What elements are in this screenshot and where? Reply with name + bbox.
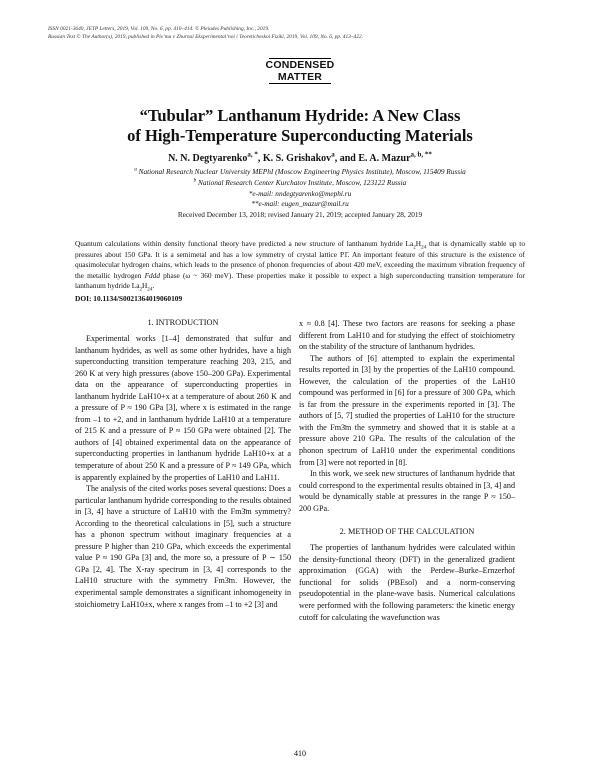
author-name: E. A. Mazur	[358, 153, 411, 164]
affiliation-text: National Research Center Kurchatov Institute, Moscow, 123122 Russia	[198, 177, 407, 187]
paragraph: Experimental works [1–4] demonstrated that sulfur and lanthanum hydrides, as well as some other hydrides, have a high superconducting transition temperature reaching 203, 215, and 260 K at very high pressures (above 150–200 GPa). Experimental data on the appearance of superconducting properties in lanthanum hydride LaH10+x at a temperature of about 260 K and a pressure of P ≈ 190 GPa [3], where x is estimated in the range from –1 to +2, and in lanthanum hydride LaH10 at a temperature of 215 K and a pressure of P ≈ 150 GPa were obtained [2]. The authors of [4] obtained experimental data on the appearance of superconducting properties in lanthanum hydride LaH10+x at a temperature of about 250 K and a pressure of P ≈ 149 GPa, which is apparently explained by the properties of LaH10 and LaH11.	[75, 334, 291, 482]
abstract-subscript: 2	[139, 286, 142, 293]
paragraph: The analysis of the cited works poses several questions: Does a particular lanthanum hydride corresponding to the results obtained in [3, 4] have a structure of LaH10 with the Fm3̄m symmetry? According to the theoretical calculations in [5], such a structure has a phonon spectrum without imaginary frequencies at a pressure P higher than 210 GPa, which exceeds the experimental value P ≈ 190 GPa [3] and, the more so, a pressure of P ∼ 150 GPa [2, 4]. The X-ray spectrum in [3, 4] corresponds to the LaH10 structure with the symmetry Fm3̄m. However, the experimental sample demonstrates a significant inhomogeneity in stoichiometry LaH10±x, where x ranges from –1 to +2 [3] and	[75, 484, 291, 609]
affiliation-a	[40, 167, 560, 178]
page-number: 410	[294, 749, 306, 758]
section-heading-method: 2. METHOD OF THE CALCULATION	[339, 527, 475, 537]
email-1: *e-mail: nndegtyarenko@mephi.ru	[248, 188, 352, 198]
received-dates: Received December 13, 2018; revised January 21, 2019; accepted January 28, 2019	[177, 210, 423, 220]
abstract-fragment: that is dynamically stable up to pressures about 150 GPa. It is a semimetal and has a low symmetry of crystal lattice P	[75, 239, 525, 259]
abstract-fragment: . An important feature of this structure is the existence of quasimolecular hydrogen chains, which leads to the presence of phonon frequencies of about 420 meV, exceeding the maximum vibration frequency of the metallic hydrogen	[75, 249, 525, 280]
title-line2: of High-Temperature Superconducting Materials	[127, 126, 473, 145]
author-conjunction: and	[339, 153, 356, 164]
abstract-italic: Fddd	[144, 270, 160, 280]
email-2: **e-mail: eugen_mazur@mail.ru	[251, 199, 349, 209]
journal-header-line1: ISSN 0021-3640, JETP Letters, 2019, Vol. 109, No. 6, pp. 410–414. © Pleiades Publishing, Inc., 2019.	[48, 26, 270, 32]
abstract	[75, 239, 525, 292]
abstract-subscript: 2	[413, 244, 416, 251]
author-list: N. N. Degtyarenko$^{a, *}$, K. S. Grishakov$^a$, and E. A. Mazur$^{a, b, **}$	[168, 150, 432, 164]
section-label	[0, 58, 600, 84]
author-marker: a, b, **	[410, 150, 432, 159]
abstract-fragment: phase (ω ~ 360 meV). These properties make it possible to expect a high superconducting transition temperature for lanthanum hydride La	[75, 270, 526, 291]
doi[interactable]: DOI: 10.1134/S0021364019060109	[75, 294, 183, 303]
affiliation-b	[40, 178, 560, 189]
paragraph: In this work, we seek new structures of lanthanum hydride that could correspond to the experimental results obtained in [3, 4] and would be dynamically stable at pressures in the range P ≈ 150–200 GPa.	[299, 469, 515, 513]
section-label-line2: MATTER	[277, 71, 323, 83]
abstract-fragment: .	[152, 281, 155, 291]
affiliation-marker: a	[134, 166, 137, 173]
section-label-line1: CONDENSED	[265, 59, 335, 71]
journal-header	[48, 26, 553, 41]
abstract-fragment: H	[142, 281, 148, 291]
paragraph: x ≈ 0.8 [4]. These two factors are reasons for seeking a phase different from LaH10 and for studying the effect of stoichiometry on the stability of the structure of lanthanum hydrides.	[299, 319, 515, 352]
author-marker: a	[331, 150, 335, 159]
title-line1: “Tubular” Lanthanum Hydride: A New Class	[139, 106, 461, 125]
right-column	[299, 318, 515, 623]
abstract-subscript: 24	[421, 244, 427, 251]
author-name: K. S. Grishakov	[262, 153, 332, 164]
author-marker: a, *	[247, 150, 258, 159]
left-column	[75, 317, 291, 610]
affiliations	[40, 167, 560, 221]
abstract-fragment: H	[415, 239, 422, 248]
abstract-text	[75, 239, 525, 292]
article-title	[40, 106, 560, 146]
journal-header-line2: Russian Text © The Author(s), 2019, published in Pis’ma v Zhurnal Eksperimental’noi i Teoreticheskoi Fiziki, 2019, Vol. 109, No. 6, pp. 413–422.	[48, 33, 363, 40]
affiliation-marker: b	[193, 177, 197, 184]
section-rule-bottom	[269, 83, 331, 84]
abstract-symbol: 1̄	[344, 249, 348, 259]
paragraph: The authors of [6] attempted to explain the experimental results reported in [3] by the properties of the LaH10 compound. However, the calculation of the properties of the LaH10 compound was performed in [6] for a pressure of 300 GPa, which is far from the pressure in the experiments reported in [3]. The authors of [5, 7] studied the properties of LaH10 for the structure with the Fm3̄m the symmetry and showed that it is stable at a pressure above 210 GPa. The results of the calculation of the phonon spectrum of LaH10 under the experimental conditions from [3] were not reported in [8].	[299, 353, 515, 467]
paragraph: The properties of lanthanum hydrides were calculated within the density-functional theory (DFT) in the generalized gradient approximation (GGA) with the Perdew–Burke–Ernzerhof functional for solids (PBEsol) and a norm-conserving pseudopotential in the plane-wave basis. Numerical calculations were performed with the following parameters: the kinetic energy cutoff for calculating the wavefunction was	[299, 543, 515, 622]
abstract-subscript: 24	[147, 286, 153, 293]
affiliation-text: National Research Nuclear University MEPhI (Moscow Engineering Physics Institute), Moscow, 115409 Russia	[138, 167, 466, 176]
author-name: N. N. Degtyarenko	[168, 153, 248, 164]
section-heading-introduction: 1. INTRODUCTION	[147, 318, 219, 327]
abstract-fragment: Quantum calculations within density functional theory have predicted a new structure of lanthanum hydride La	[75, 239, 414, 248]
